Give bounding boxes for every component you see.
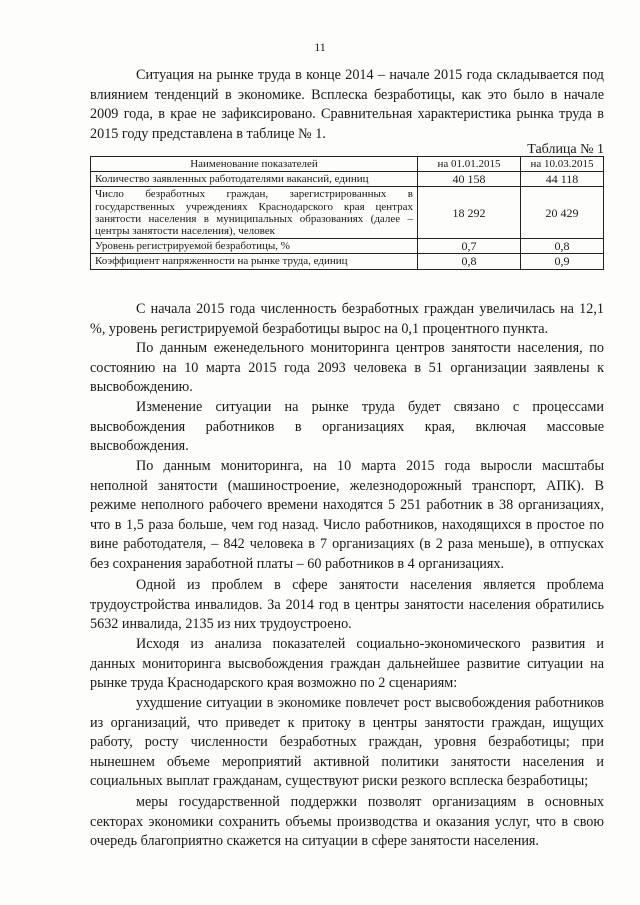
column-header-indicator: Наименование показателей (91, 157, 418, 172)
cell-vacancies-mar: 44 118 (521, 172, 604, 187)
paragraph-scenario-negative: ухудшение ситуации в экономике повлечет рост высвобождения работников из организаций, что приведет к притоку в центры занятости граждан, ищущих работу, росту численности безработных граждан, уровня безработицы; при нынешнем объеме мероприятий активной политики занятости населения и социальных выплат гражданам, существуют риски резкого всплеска безработицы; (90, 695, 604, 790)
column-header-mar: на 10.03.2015 (521, 157, 604, 172)
cell-tension-mar: 0,9 (521, 254, 604, 269)
paragraph-unemployment-growth: С начала 2015 года численность безработных граждан увеличилась на 12,1 %, уровень регистрируемой безработицы вырос на 0,1 процентного пункта. (90, 301, 604, 337)
row-label-unemployment-rate: Уровень регистрируемой безработицы, % (91, 239, 418, 254)
paragraph-partial-employment: По данным мониторинга, на 10 марта 2015 года выросли масштабы неполной занятости (машиностроение, железнодорожный транспорт, АПК). В режиме неполного рабочего времени находятся 5 251 работник в 38 организациях, что в 1,5 раза больше, чем год назад. Число работников, находящихся в простое по вине работодателя, – 842 человека в 7 организациях (в 2 раза меньше), в отпусках без сохранения заработной платы – 60 работников в 4 организациях. (90, 458, 604, 572)
column-header-jan: на 01.01.2015 (418, 157, 521, 172)
row-label-vacancies: Количество заявленных работодателями вакансий, единиц (91, 172, 418, 187)
cell-vacancies-jan: 40 158 (418, 172, 521, 187)
cell-rate-jan: 0,7 (418, 239, 521, 254)
paragraph-situation-change: Изменение ситуации на рынке труда будет связано с процессами высвобождения работников в организациях края, включая массовые высвобождения. (90, 399, 604, 455)
table-caption: Таблица № 1 (527, 142, 604, 157)
table-row (91, 172, 604, 187)
paragraph-scenario-positive: меры государственной поддержки позволят организациям в основных секторах экономики сохранить объемы производства и оказания услуг, что в свою очередь благоприятно скажется на ситуации в сфере занятости населения. (90, 794, 604, 850)
table-row (91, 254, 604, 269)
intro-paragraph: Ситуация на рынке труда в конце 2014 – начале 2015 года складывается под влиянием тенденций в экономике. Всплеска безработицы, как это было в начале 2009 года, в крае не зафиксировано. Сравнительная характеристика рынка труда в 2015 году представлена в таблице № 1. (90, 67, 604, 142)
page-number: 11 (314, 40, 326, 54)
cell-tension-jan: 0,8 (418, 254, 521, 269)
cell-unemployed-mar: 20 429 (521, 187, 604, 239)
table-header-row (91, 157, 604, 172)
cell-rate-mar: 0,8 (521, 239, 604, 254)
paragraph-disabled-employment: Одной из проблем в сфере занятости населения является проблема трудоустройства инвалидов. За 2014 год в центры занятости населения обратились 5632 инвалида, 2135 из них трудоустроено. (90, 577, 604, 633)
labor-market-table (90, 156, 604, 270)
paragraph-monitoring-release: По данным еженедельного мониторинга центров занятости населения, по состоянию на 10 марта 2015 года 2093 человека в 51 организации заявлены к высвобождению. (90, 340, 604, 396)
row-label-unemployed: Число безработных граждан, зарегистрированных в государственных учреждениях Краснодарского края центрах занятости населения в муниципальных образованиях (далее – центры занятости населения), человек (91, 187, 418, 239)
paragraph-scenarios-intro: Исходя из анализа показателей социально-экономического развития и данных мониторинга высвобождения граждан дальнейшее развитие ситуации на рынке труда Краснодарского края возможно по 2 сценариям: (90, 636, 604, 692)
cell-unemployed-jan: 18 292 (418, 187, 521, 239)
table-row (91, 239, 604, 254)
row-label-tension-coefficient: Коэффициент напряженности на рынке труда, единиц (91, 254, 418, 269)
table-row (91, 187, 604, 239)
